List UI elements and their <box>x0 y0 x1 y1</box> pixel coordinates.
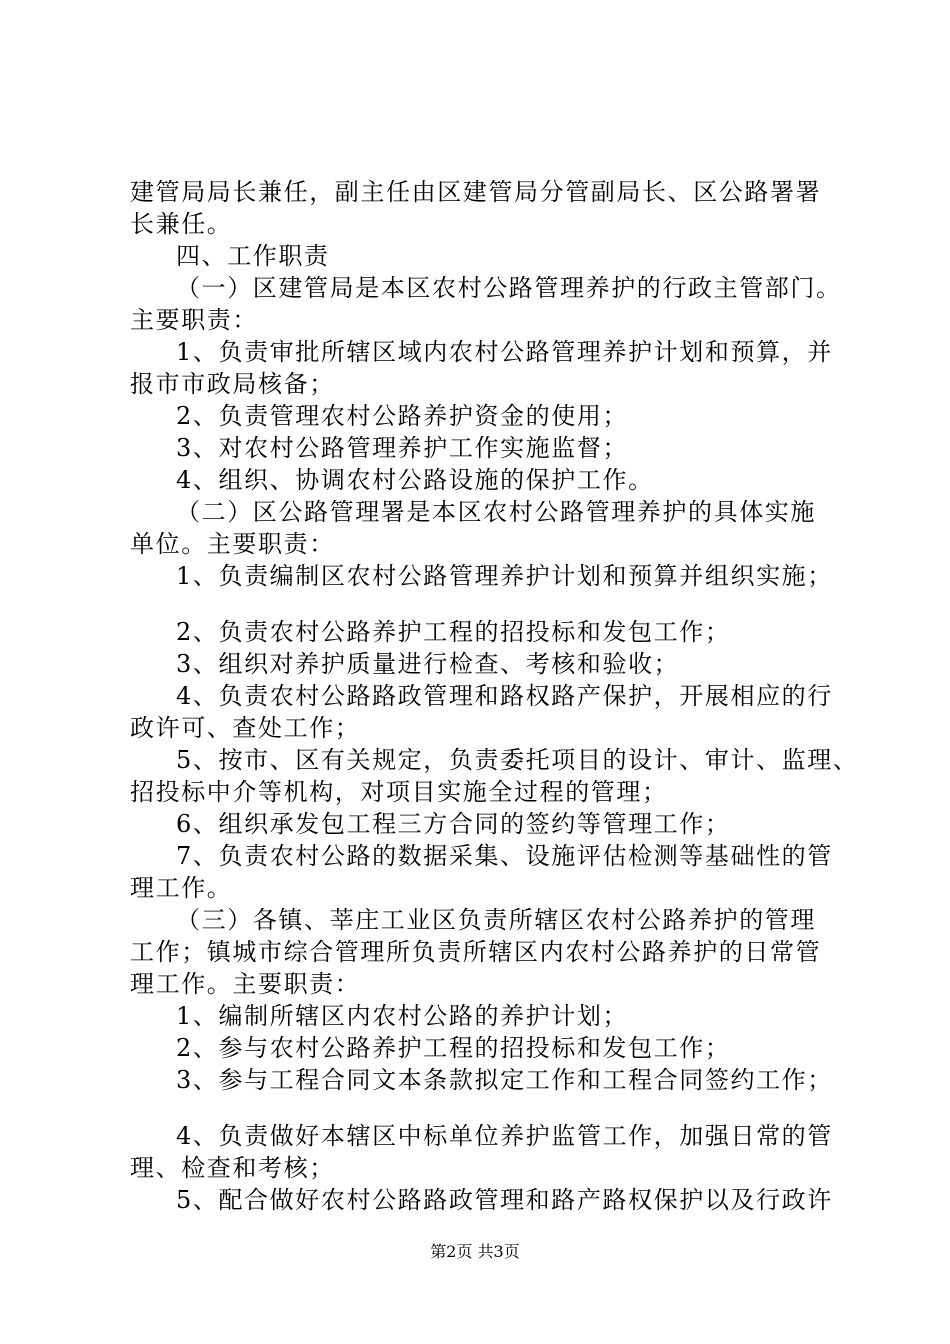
text-line: 1、负责编制区农村公路管理养护计划和预算并组织实施； <box>176 562 833 590</box>
text-line: 3、组织对养护质量进行检查、考核和验收； <box>176 650 680 678</box>
text-line: 1、编制所辖区内农村公路的养护计划； <box>176 1002 629 1030</box>
text-line: 报市市政局核备； <box>130 370 335 398</box>
text-line: 2、参与农村公路养护工程的招投标和发包工作； <box>176 1034 731 1062</box>
text-line: （一）区建管局是本区农村公路管理养护的行政主管部门。 <box>176 274 842 302</box>
text-line: 主要职责： <box>130 306 258 334</box>
text-line: 理、检查和考核； <box>130 1154 335 1182</box>
text-line: 2、负责管理农村公路养护资金的使用； <box>176 402 629 430</box>
page-number-footer: 第2页 共3页 <box>430 1242 520 1261</box>
text-line: 理工作。主要职责： <box>130 970 361 998</box>
text-line: 2、负责农村公路养护工程的招投标和发包工作； <box>176 618 731 646</box>
text-line: 长兼任。 <box>130 210 233 238</box>
text-line: 5、配合做好农村公路路政管理和路产路权保护以及行政许 <box>176 1186 833 1214</box>
text-line: 招投标中介等机构，对项目实施全过程的管理； <box>130 778 668 806</box>
text-line: 3、参与工程合同文本条款拟定工作和工程合同签约工作； <box>176 1066 833 1094</box>
text-line: 单位。主要职责： <box>130 530 335 558</box>
text-line: （三）各镇、莘庄工业区负责所辖区农村公路养护的管理 <box>176 906 816 934</box>
text-line: 建管局局长兼任，副主任由区建管局分管副局长、区公路署署 <box>130 178 822 206</box>
text-line: 3、对农村公路管理养护工作实施监督； <box>176 434 629 462</box>
text-line: 1、负责审批所辖区域内农村公路管理养护计划和预算，并 <box>176 338 833 366</box>
text-line: 工作；镇城市综合管理所负责所辖区内农村公路养护的日常管 <box>130 938 822 966</box>
text-line: 6、组织承发包工程三方合同的签约等管理工作； <box>176 810 731 838</box>
text-line: 政许可、查处工作； <box>130 714 361 742</box>
section-heading: 四、工作职责 <box>176 242 330 270</box>
text-line: 7、负责农村公路的数据采集、设施评估检测等基础性的管 <box>176 842 833 870</box>
text-line: 5、按市、区有关规定，负责委托项目的设计、审计、监理、 <box>176 746 859 774</box>
text-line: 理工作。 <box>130 874 233 902</box>
text-line: 4、负责农村公路路政管理和路权路产保护，开展相应的行 <box>176 682 833 710</box>
text-line: （二）区公路管理署是本区农村公路管理养护的具体实施 <box>176 498 816 526</box>
text-line: 4、负责做好本辖区中标单位养护监管工作，加强日常的管 <box>176 1122 833 1150</box>
text-line: 4、组织、协调农村公路设施的保护工作。 <box>176 466 654 494</box>
